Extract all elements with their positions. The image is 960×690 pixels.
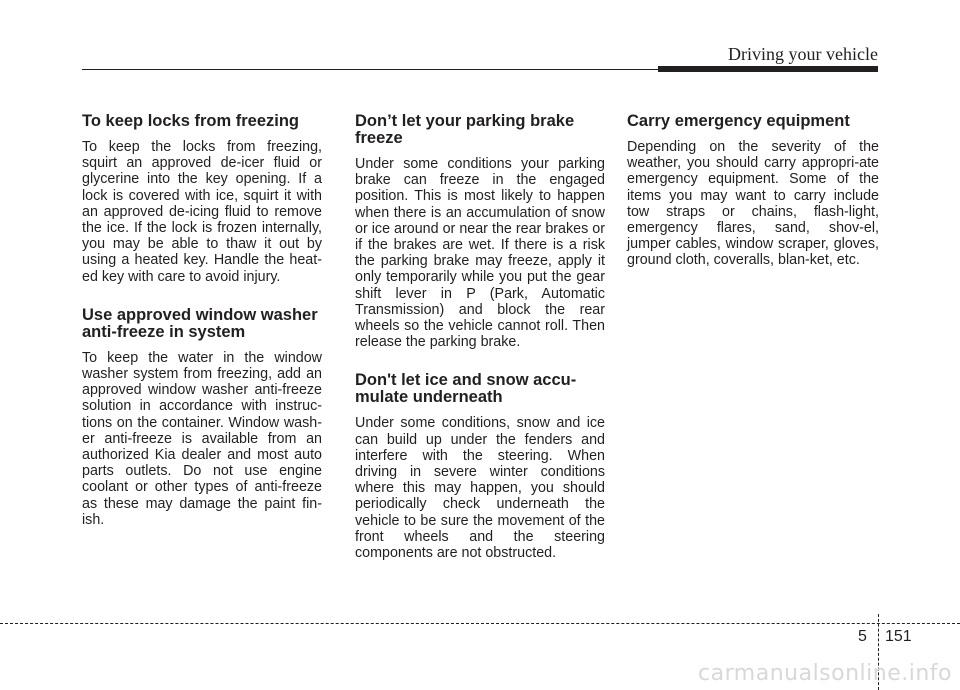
page-number: 151	[885, 628, 912, 645]
heading-ice-snow: Don't let ice and snow accu-mulate underneath	[355, 371, 577, 407]
heading-emergency-equipment: Carry emergency equipment	[627, 112, 850, 130]
chapter-number: 5	[858, 628, 867, 645]
body-emergency-equipment: Depending on the severity of the weather, you should carry appropri-ate emergency equipment. Some of the items you may want to carry include tow straps or chains, flash-light, emergency flares, sand, shov-el, jumper cables, window scraper, gloves, ground cloth, coveralls, blan-ket, etc.	[627, 139, 879, 269]
body-ice-snow: Under some conditions, snow and ice can build up under the fenders and interfere with the steering. When driving in severe winter conditions where this may happen, you should periodically check underneath the vehicle to be sure the movement of the front wheels and the steering components are not obstructed.	[355, 415, 605, 562]
header-rule-accent	[658, 66, 878, 72]
section-title: Driving your vehicle	[728, 44, 878, 64]
column-2	[355, 113, 605, 583]
heading-locks-freezing: To keep locks from freezing	[82, 112, 299, 130]
column-3	[627, 113, 879, 291]
body-window-washer: To keep the water in the window washer system from freezing, add an approved window washer anti-freeze solution in accordance with instruc-tions on the container. Window wash-er anti-freeze is available from an authorized Kia dealer and most auto parts outlets. Do not use engine coolant or other types of anti-freeze as these may damage the paint fin-ish.	[82, 349, 322, 528]
watermark: carmanualsonline.info	[698, 661, 952, 686]
footer-rule	[0, 623, 960, 624]
heading-window-washer: Use approved window washer anti-freeze in system	[82, 305, 318, 341]
body-parking-brake: Under some conditions your parking brake can freeze in the engaged position. This is most likely to happen when there is an accumulation of snow or ice around or near the rear brakes or if the brakes are wet. If there is a risk the parking brake may freeze, apply it only temporarily while you put the gear shift lever in P (Park, Automatic Transmission) and block the rear wheels so the vehicle cannot roll. Then release the parking brake.	[355, 156, 605, 351]
body-locks-freezing: To keep the locks from freezing, squirt an approved de-icer fluid or glycerine into the key opening. If a lock is covered with ice, squirt it with an approved de-icing fluid to remove the ice. If the lock is frozen internally, you may be able to thaw it out by using a heated key. Handle the heat-ed key with care to avoid injury.	[82, 139, 322, 285]
column-1	[82, 113, 322, 550]
heading-parking-brake: Don’t let your parking brake freeze	[355, 112, 575, 147]
